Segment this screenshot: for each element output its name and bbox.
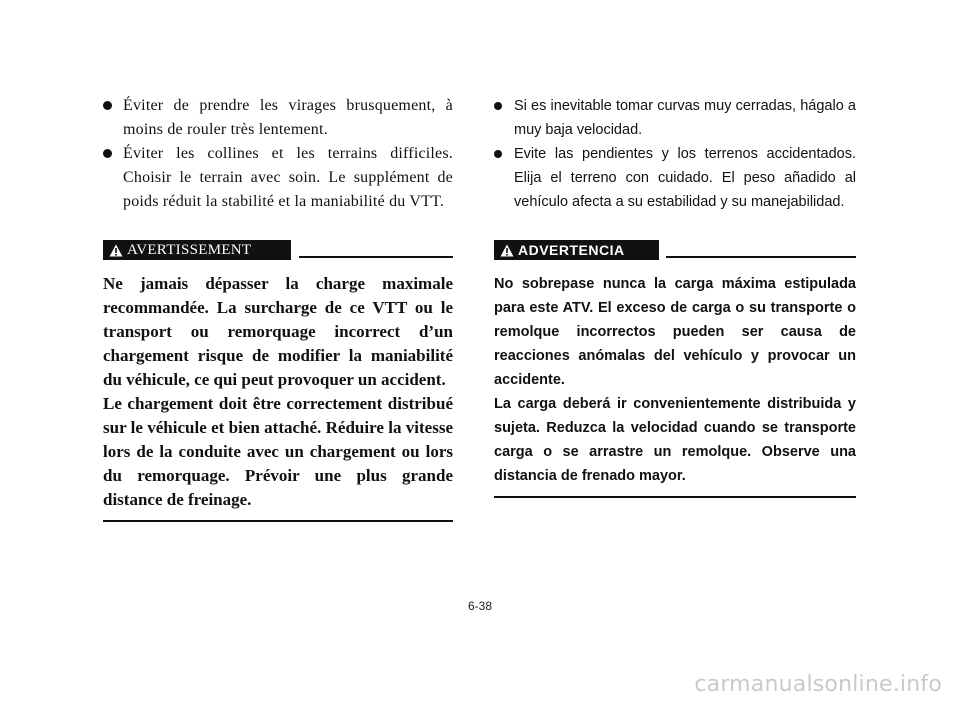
spanish-column	[494, 94, 856, 498]
warning-header-line	[666, 256, 856, 258]
bullet-dot-icon	[494, 150, 502, 158]
watermark: carmanualsonline.info	[694, 672, 942, 697]
bullet-text: Si es inevitable tomar curvas muy cerradas, hágalo a muy baja velocidad.	[514, 98, 856, 138]
warning-paragraph: Le chargement doit être correctement distribué sur le véhicule et bien attaché. Réduire la vitesse lors de la conduite avec un chargement ou lors du remorquage. Prévoir une plus grande distance de freinage.	[103, 394, 453, 509]
bullet-dot-icon	[103, 149, 112, 158]
warning-header	[103, 240, 453, 264]
warning-body	[103, 272, 453, 512]
warning-paragraph: Ne jamais dépasser la charge maximale recommandée. La surcharge de ce VTT ou le transport ou remorquage incorrect d’un chargement risque de modifier la maniabilité du véhicule, ce qui peut provoquer un accident.	[103, 274, 453, 389]
warning-paragraph: No sobrepase nunca la carga máxima estipulada para este ATV. El exceso de carga o su transporte o remolque incorrectos pueden ser causa de reacciones anómalas del vehículo y provocar un accidente.	[494, 276, 856, 388]
warning-end-rule	[494, 496, 856, 498]
bullet-text: Éviter de prendre les virages brusquement, à moins de rouler très lentement.	[123, 97, 453, 138]
warning-triangle-icon	[500, 244, 514, 257]
warning-label: ADVERTENCIA	[518, 242, 625, 258]
bullet-text: Evite las pendientes y los terrenos accidentados. Elija el terreno con cuidado. El peso añadido al vehículo afecta a su estabilidad y su manejabilidad.	[514, 146, 856, 210]
warning-end-rule	[103, 520, 453, 522]
french-column	[103, 94, 453, 522]
bullet-item	[494, 94, 856, 142]
warning-header	[494, 240, 856, 264]
bullet-item	[103, 94, 453, 142]
bullet-dot-icon	[494, 102, 502, 110]
warning-badge	[103, 240, 291, 260]
warning-header-line	[299, 256, 453, 258]
bullet-text: Éviter les collines et les terrains difficiles. Choisir le terrain avec soin. Le supplément de poids réduit la stabilité et la maniabilité du VTT.	[123, 145, 453, 210]
warning-triangle-icon	[109, 244, 123, 257]
bullet-item	[494, 142, 856, 214]
bullet-dot-icon	[103, 101, 112, 110]
page-number: 6-38	[467, 599, 493, 613]
warning-label: AVERTISSEMENT	[127, 241, 252, 258]
warning-body	[494, 272, 856, 488]
bullet-item	[103, 142, 453, 214]
warning-paragraph: La carga deberá ir convenientemente distribuida y sujeta. Reduzca la velocidad cuando se transporte carga o se arrastre un remolque. Observe una distancia de frenado mayor.	[494, 396, 856, 484]
warning-badge	[494, 240, 659, 260]
